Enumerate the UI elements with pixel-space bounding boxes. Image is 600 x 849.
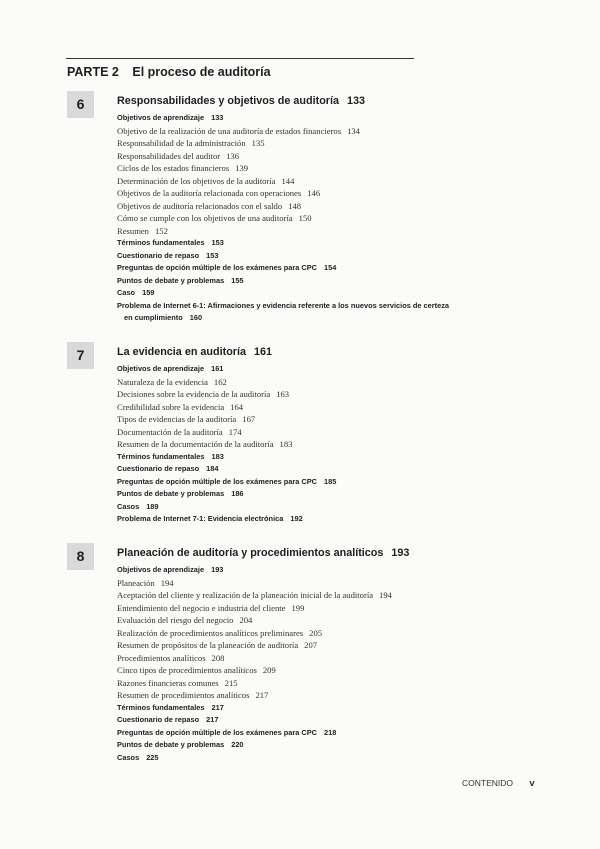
toc-entry[interactable]	[117, 175, 457, 188]
toc-entry-text: Evaluación del riesgo del negocio	[117, 615, 234, 625]
toc-entry-page: 136	[226, 150, 239, 161]
toc-entry-text: Objetivo de la realización de una auditoría de estados financieros	[117, 125, 342, 136]
toc-entry[interactable]	[117, 513, 457, 526]
toc-entry-text: Puntos de debate y problemas	[117, 489, 225, 498]
toc-entry[interactable]	[117, 212, 457, 225]
toc-entry-page: 146	[307, 188, 321, 198]
entry-list	[117, 564, 457, 764]
toc-entry[interactable]	[117, 150, 457, 163]
toc-entry[interactable]	[117, 438, 457, 451]
chapter-body	[117, 342, 457, 526]
toc-entry[interactable]	[117, 664, 457, 677]
toc-entry[interactable]	[117, 225, 457, 238]
chapter-number-box: 8	[67, 543, 94, 570]
toc-entry-page: 167	[242, 414, 256, 424]
toc-entry-page: 220	[231, 740, 244, 749]
page-folio: v	[529, 778, 535, 789]
toc-entry-text: Planeación	[117, 577, 155, 588]
toc-entry-text: Resumen de procedimientos analíticos	[117, 690, 250, 700]
toc-entry-text: Naturaleza de la evidencia	[117, 376, 208, 387]
toc-entry-text: Problema de Internet 7-1: Evidencia electrónica	[117, 514, 284, 523]
toc-entry-page: 162	[213, 376, 227, 387]
toc-entry-text: Términos fundamentales	[117, 238, 205, 247]
toc-entry[interactable]	[117, 727, 457, 740]
toc-entry-page: 144	[281, 175, 295, 186]
toc-entry-page: 153	[206, 250, 219, 260]
toc-entry[interactable]	[117, 627, 457, 640]
toc-entry[interactable]	[117, 639, 457, 652]
toc-entry[interactable]	[117, 426, 457, 439]
chapter-body	[117, 543, 457, 764]
toc-entry[interactable]	[117, 401, 457, 414]
toc-entry-text: en cumplimiento	[124, 313, 183, 322]
toc-entry-text: Cuestionario de repaso	[117, 715, 200, 724]
toc-entry-text: Términos fundamentales	[117, 451, 205, 461]
toc-entry-text: Objetivos de aprendizaje	[117, 565, 205, 574]
toc-entry[interactable]	[117, 312, 457, 325]
toc-entry-text: Cinco tipos de procedimientos analíticos	[117, 665, 257, 675]
entry-list	[117, 363, 457, 526]
chapter-page: 133	[347, 95, 366, 107]
part-title: El proceso de auditoría	[132, 65, 271, 79]
toc-entry[interactable]	[117, 451, 457, 464]
toc-entry[interactable]	[117, 652, 457, 665]
toc-entry[interactable]	[117, 589, 457, 602]
toc-entry[interactable]	[117, 501, 457, 514]
chapter-title-text: La evidencia en auditoría	[117, 346, 247, 358]
toc-entry-text: Entendimiento del negocio e industria del cliente	[117, 602, 286, 613]
toc-entry-page: 192	[290, 514, 303, 523]
toc-entry-page: 207	[304, 640, 318, 650]
toc-entry[interactable]	[117, 237, 457, 250]
toc-entry-page: 208	[211, 652, 225, 663]
toc-entry-page: 189	[146, 501, 159, 511]
footer-label: CONTENIDO	[462, 778, 513, 788]
toc-entry[interactable]	[117, 162, 457, 175]
toc-entry-text: Caso	[117, 288, 136, 297]
toc-entry-text: Resumen de propósitos de la planeación de auditoría	[117, 640, 299, 650]
toc-entry-page: 152	[154, 225, 168, 236]
toc-entry-page: 154	[324, 263, 337, 272]
toc-entry-page: 148	[288, 200, 302, 211]
toc-entry-text: Realización de procedimientos analíticos preliminares	[117, 627, 304, 638]
toc-entry-text: Objetivos de aprendizaje	[117, 113, 205, 122]
toc-entry[interactable]	[117, 577, 457, 590]
toc-entry[interactable]	[117, 476, 457, 489]
toc-entry-text: Cómo se cumple con los objetivos de una auditoría	[117, 213, 293, 223]
toc-entry-page: 217	[206, 715, 219, 724]
toc-entry-page: 135	[251, 138, 265, 148]
toc-entry-text: Puntos de debate y problemas	[117, 740, 225, 749]
toc-entry-text: Documentación de la auditoría	[117, 426, 223, 437]
chapter-page: 161	[254, 346, 273, 358]
toc-entry-text: Ciclos de los estados financieros	[117, 163, 230, 173]
toc-entry-page: 199	[291, 602, 305, 613]
chapter-title[interactable]	[117, 93, 457, 110]
toc-entry[interactable]	[117, 125, 457, 138]
toc-entry-text: Resumen	[117, 225, 149, 236]
toc-entry-page: 225	[146, 752, 159, 762]
chapter-page: 193	[391, 547, 410, 559]
toc-entry-text: Casos	[117, 752, 140, 762]
toc-entry-page: 184	[206, 464, 219, 473]
toc-entry[interactable]	[117, 463, 457, 476]
toc-entry[interactable]	[117, 413, 457, 426]
chapter-title-text: Planeación de auditoría y procedimientos analíticos	[117, 547, 384, 559]
toc-entry-text: Preguntas de opción múltiple de los exámenes para CPC	[117, 476, 318, 486]
toc-entry[interactable]	[117, 602, 457, 615]
toc-entry-page: 163	[276, 389, 290, 399]
toc-entry-page: 217	[255, 690, 269, 700]
toc-entry-page: 204	[239, 615, 253, 625]
toc-entry-page: 160	[189, 313, 203, 322]
toc-entry-page: 218	[324, 727, 337, 737]
toc-entry[interactable]	[117, 250, 457, 263]
toc-entry[interactable]	[117, 112, 457, 125]
chapter-title[interactable]	[117, 545, 457, 562]
toc-entry-text: Resumen de la documentación de la auditoría	[117, 439, 274, 449]
toc-entry[interactable]	[117, 689, 457, 702]
toc-entry-text: Puntos de debate y problemas	[117, 275, 225, 285]
toc-entry[interactable]	[117, 376, 457, 389]
part-label: PARTE 2	[67, 65, 119, 79]
toc-entry-page: 205	[309, 627, 323, 638]
toc-entry-text: Preguntas de opción múltiple de los exámenes para CPC	[117, 263, 318, 272]
toc-entry-page: 164	[230, 401, 244, 412]
toc-entry[interactable]	[117, 137, 457, 150]
toc-entry[interactable]	[117, 614, 457, 627]
toc-entry[interactable]	[117, 187, 457, 200]
chapter-number-box: 7	[67, 342, 94, 369]
toc-entry-text: Problema de Internet 6-1: Afirmaciones y evidencia referente a los nuevos servicios de certeza	[117, 300, 450, 310]
toc-entry-text: Responsabilidades del auditor	[117, 150, 221, 161]
toc-entry-page: 153	[211, 238, 224, 247]
toc-entry-page: 183	[211, 451, 224, 461]
toc-entry-text: Credibilidad sobre la evidencia	[117, 401, 225, 412]
toc-entry-page: 161	[211, 364, 224, 373]
toc-entry-page: 185	[324, 476, 337, 486]
top-rule	[66, 58, 414, 59]
toc-entry-page: 209	[262, 665, 276, 675]
toc-entry[interactable]	[117, 739, 457, 752]
toc-entry-page: 194	[160, 577, 174, 588]
toc-entry-text: Tipos de evidencias de la auditoría	[117, 414, 237, 424]
chapter-number-box: 6	[67, 91, 94, 118]
toc-entry[interactable]	[117, 702, 457, 715]
toc-entry-text: Responsabilidad de la administración	[117, 138, 246, 148]
toc-entry-page: 215	[224, 677, 238, 688]
toc-entry-text: Decisiones sobre la evidencia de la auditoría	[117, 389, 271, 399]
entry-list	[117, 112, 457, 325]
toc-entry-page: 159	[142, 288, 155, 297]
toc-entry-page: 155	[231, 275, 244, 285]
toc-entry[interactable]	[117, 262, 457, 275]
part-heading	[67, 65, 271, 79]
toc-entry-page: 186	[231, 489, 244, 498]
toc-entry[interactable]	[117, 714, 457, 727]
toc-entry-page: 134	[347, 125, 360, 136]
toc-entry-text: Términos fundamentales	[117, 702, 205, 712]
toc-entry-text: Objetivos de aprendizaje	[117, 364, 205, 373]
toc-entry-page: 139	[235, 163, 249, 173]
toc-entry[interactable]	[117, 752, 457, 765]
toc-entry-text: Determinación de los objetivos de la auditoría	[117, 175, 276, 186]
toc-entry-page: 193	[211, 565, 224, 574]
chapter-title[interactable]	[117, 344, 457, 361]
toc-entry-text: Objetivos de auditoría relacionados con el saldo	[117, 200, 283, 211]
toc-entry-text: Cuestionario de repaso	[117, 250, 200, 260]
toc-entry[interactable]	[117, 300, 457, 313]
toc-entry-page: 150	[298, 213, 312, 223]
toc-entry[interactable]	[117, 388, 457, 401]
chapter-body	[117, 91, 457, 325]
toc-entry[interactable]	[117, 200, 457, 213]
toc-entry-page: 133	[211, 113, 224, 122]
toc-entry-text: Preguntas de opción múltiple de los exámenes para CPC	[117, 727, 318, 737]
toc-entry-text: Aceptación del cliente y realización de la planeación inicial de la auditoría	[117, 590, 374, 600]
toc-entry-text: Casos	[117, 501, 140, 511]
toc-entry-page: 174	[228, 426, 242, 437]
toc-entry-page: 194	[379, 590, 392, 600]
toc-entry[interactable]	[117, 287, 457, 300]
chapter-title-text: Responsabilidades y objetivos de auditoría	[117, 95, 339, 107]
toc-entry-page: 183	[279, 439, 293, 449]
page-footer	[462, 778, 535, 789]
toc-entry-text: Razones financieras comunes	[117, 677, 219, 688]
toc-entry[interactable]	[117, 275, 457, 288]
toc-entry-text: Cuestionario de repaso	[117, 464, 200, 473]
toc-entry[interactable]	[117, 564, 457, 577]
toc-entry[interactable]	[117, 677, 457, 690]
toc-entry-text: Procedimientos analíticos	[117, 652, 206, 663]
toc-entry[interactable]	[117, 363, 457, 376]
toc-entry[interactable]	[117, 488, 457, 501]
toc-entry-text: Objetivos de la auditoría relacionada con operaciones	[117, 188, 302, 198]
toc-entry-page: 217	[211, 702, 224, 712]
